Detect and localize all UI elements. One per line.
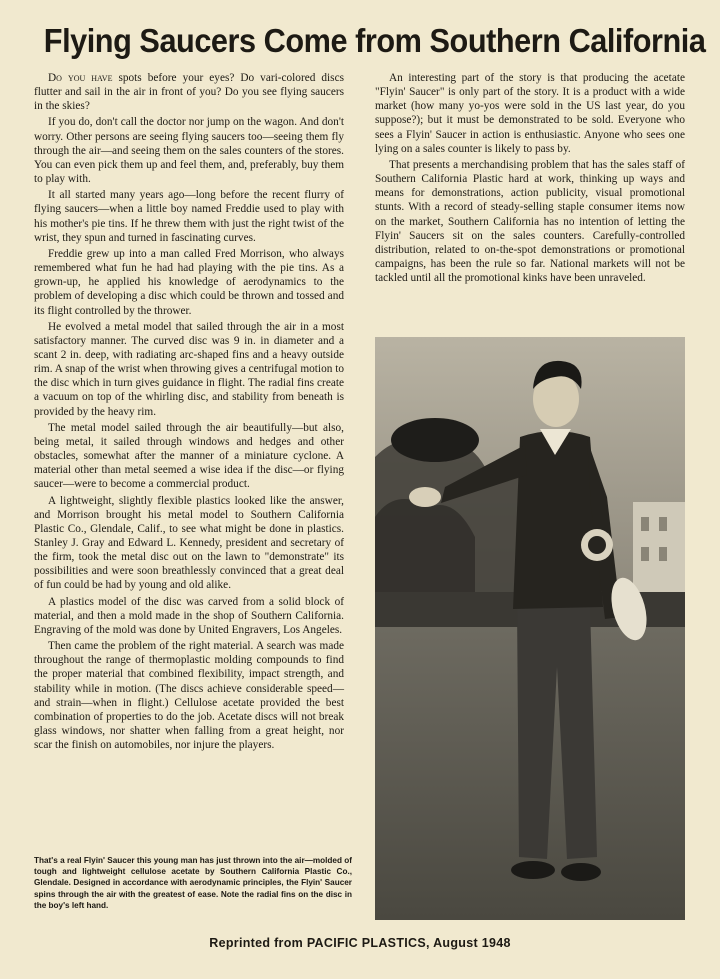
right-column: [375, 71, 685, 287]
photo-boy-throwing-saucer: [375, 337, 685, 920]
left-column: [34, 71, 344, 754]
article-title: Flying Saucers Come from Southern California: [43, 22, 706, 59]
reprint-footer: Reprinted from PACIFIC PLASTICS, August 1948: [209, 936, 511, 950]
paragraph: It all started many years ago—long before the recent flurry of flying saucers—when a little boy named Freddie used to play with his mother's pie tins. If he threw them with just the right twist of the wrist, they spun and turned in fascinating curves.: [34, 189, 344, 244]
flying-saucer-disc: [391, 418, 479, 462]
paragraph: An interesting part of the story is that producing the acetate "Flyin' Saucer" is only part of the story. It is a product with a wide market (how many yo-yos were sold in the US last year, do you suppose?); but it must be demonstrated to be sold. Everyone who sees a Flyin' Saucer in action is enthusiastic. Anyone who sees one lying on a sales counter is likely to pass by.: [375, 72, 685, 155]
photo-caption: That's a real Flyin' Saucer this young man has just thrown into the air—molded of tough and lightweight cellulose acetate by Southern California Plastic Co., Glendale. Designed in accordance with aerodynamic principles, the Flyin' Saucer spins through the air with the greatest of ease. Note the radial fins on the disc in the boy's left hand.: [34, 856, 352, 910]
paragraph: If you do, don't call the doctor nor jump on the wagon. And don't worry. Other persons are seeing flying saucers too—seeing them fly through the air—and seeing them on the sales counters of the stores. You can even pick them up and feel them, and, preferably, buy them to play with.: [34, 116, 344, 186]
paragraph: A lightweight, slightly flexible plastics looked like the answer, and Morrison brought his metal model to Southern California Plastic Co., Glendale, Calif., to see what might be done in plastics. Stanley J. Gray and Edward L. Kennedy, president and secretary of the firm, took the metal disc out on the lawn to "demonstrate" its possibilities and were soon breathlessly convinced that a great deal of fun could be had by young and old alike.: [34, 494, 344, 592]
paragraph: A plastics model of the disc was carved from a solid block of material, and then a mold made in the shop of Southern California. Engraving of the mold was done by United Engravers, Los Angeles.: [34, 595, 344, 636]
photo-illustration: [375, 337, 685, 920]
lead-in: Do you have: [48, 72, 113, 84]
paragraph: Do you have spots before your eyes? Do vari-colored discs flutter and sail in the air in front of you? Do you see flying saucers in the skies?: [34, 72, 344, 113]
paragraph: The metal model sailed through the air beautifully—but also, being metal, it sailed through windows and hedges and other obstacles, somewhat after the manner of a miniature cyclone. A material other than metal seemed a wise idea if the disc—or flying saucer—were to become a commercial product.: [34, 421, 344, 491]
paragraph: He evolved a metal model that sailed through the air in a most satisfactory manner. The curved disc was 9 in. in diameter and a scant 2 in. deep, with radiating arc-shaped fins and a heavy outside rim. A snap of the wrist when throwing gives a centrifugal motion to the disc which in turn gives guidance in flight. The radial fins create a vacuum on top of the whirling disc, and stability from beneath is provided by the heavy rim.: [34, 320, 344, 418]
paragraph: That presents a merchandising problem that has the sales staff of Southern California Plastic hard at work, thinking up ways and means for demonstrations, action publicity, visual promotional stunts. With a record of steady-selling staple consumer items now on the market, Southern California has no intention of letting the Flyin' Saucers sit on the sales counters. Carefully-controlled distribution, related to on-the-spot demonstrations or promotional campaigns, has been the rule so far. National markets will not be tackled until all the promotional kinks have been unraveled.: [375, 158, 685, 285]
paragraph: Freddie grew up into a man called Fred Morrison, who always remembered what fun he had had playing with the pie tins. As a grown-up, he applied his knowledge of aerodynamics to the problem of developing a disc which could be thrown and tossed and its flight controlled by the thrower.: [34, 247, 344, 317]
paragraph: Then came the problem of the right material. A search was made throughout the range of thermoplastic molding compounds to find the proper material that combined flexibility, impact strength, and stability while in motion. (The discs achieve considerable speed—and strain—when in flight.) Cellulose acetate provided the best combination of properties to do the job. Acetate discs will not break glass windows, nor shatter when falling from a great height, nor scar the finish on automobiles, nor injure the players.: [34, 640, 344, 752]
